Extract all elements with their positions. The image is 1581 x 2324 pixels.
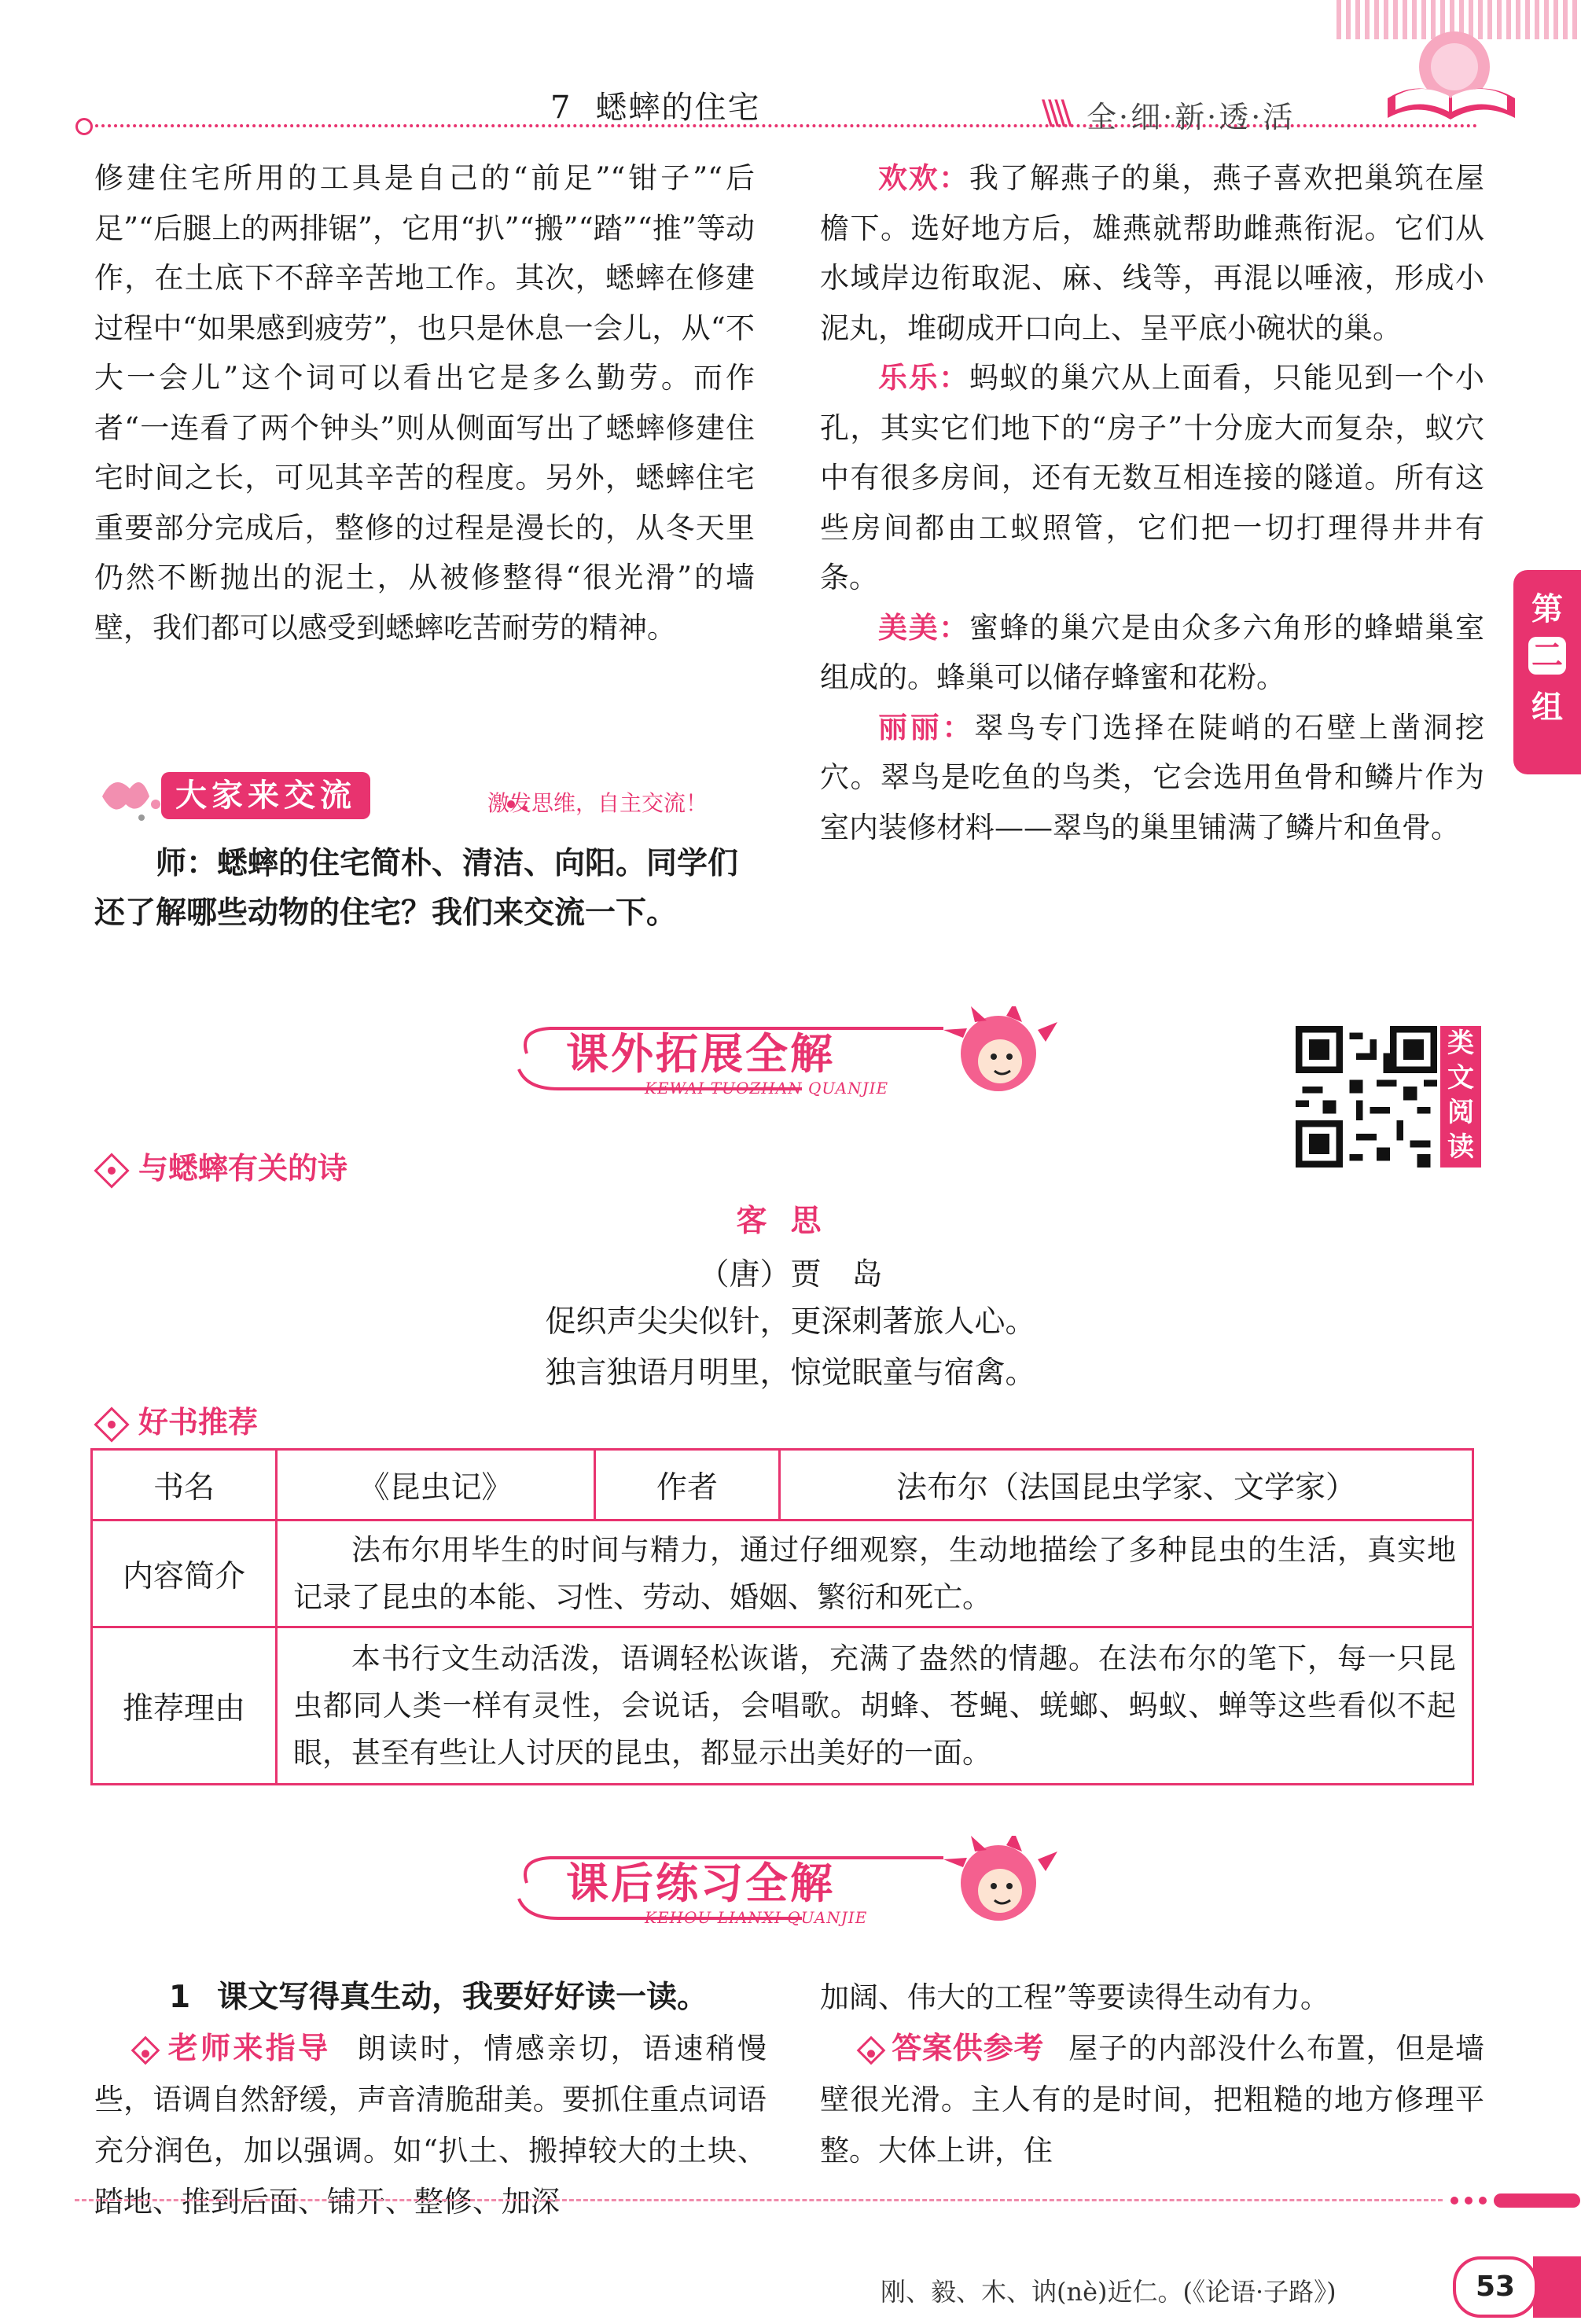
header-divider-dot bbox=[75, 118, 93, 135]
diamond-bullet-icon bbox=[131, 2035, 160, 2065]
answer-huanhuan: 欢欢：我了解燕子的巢，燕子喜欢把巢筑在屋檐下。选好地方后，雄燕就帮助雌燕衔泥。它们从水域岸边衔取泥、麻、线等，再混以唾液，形成小泥丸，堆砌成开口向上、呈平底小碗状的巢。 bbox=[820, 161, 1485, 345]
guide-tag: 老师来指导 bbox=[129, 2031, 330, 2065]
chapter-number: 7 bbox=[550, 90, 572, 126]
teacher-prompt: 师：蟋蟀的住宅简朴、清洁、向阳。同学们还了解哪些动物的住宅？我们来交流一下。 bbox=[94, 846, 739, 931]
book-heading: 好书推荐 bbox=[93, 1398, 258, 1441]
answer-tag: 答案供参考 bbox=[855, 2031, 1044, 2065]
summary-value: 法布尔用毕生的时间与精力，通过仔细观察，生动地描绘了多种昆虫的生活，真实地记录了昆虫的本能、习性、劳动、婚姻、繁衍和死亡。 bbox=[277, 1521, 1473, 1627]
qr-label: 类 文 阅 读 bbox=[1440, 1026, 1481, 1168]
poem-title: 客思 bbox=[736, 1204, 845, 1239]
discussion-title: 大家来交流 bbox=[161, 772, 370, 819]
reference-answer: 答案供参考 屋子的内部没什么布置，但是墙壁很光滑。主人有的是时间，把粗糙的地方修理平整。大体上讲，住 bbox=[820, 2031, 1484, 2168]
answer-meimei: 美美：蜜蜂的巢穴是由众多六角形的蜂蜡巢室组成的。蜂巢可以储存蜂蜜和花粉。 bbox=[820, 610, 1485, 694]
reason-label: 推荐理由 bbox=[92, 1627, 277, 1785]
series-slogan: 全·细·新·透·活 bbox=[1086, 100, 1296, 134]
footer-divider bbox=[75, 2199, 1443, 2201]
book-name-value: 《昆虫记》 bbox=[277, 1450, 595, 1521]
footer-dots-icon bbox=[1447, 2189, 1580, 2212]
unit-side-tab: 第 二 组 bbox=[1513, 570, 1581, 774]
extension-title: 课外拓展全解 bbox=[566, 1029, 835, 1079]
slash-decoration: \\\\ bbox=[1042, 93, 1068, 131]
extension-subtitle: KEWAI TUOZHAN QUANJIE bbox=[645, 1079, 889, 1098]
page-number: 53 bbox=[1453, 2256, 1538, 2318]
chapter-title bbox=[550, 83, 760, 127]
exercise-banner bbox=[503, 1836, 1101, 1946]
exercise-subtitle: KEHOU LIANXI QUANJIE bbox=[645, 1908, 868, 1927]
discussion-answers bbox=[820, 153, 1484, 852]
footer-quote: 刚、毅、木、讷(nè)近仁。(《论语·子路》) bbox=[881, 2277, 1336, 2307]
chapter-name: 蟋蟀的住宅 bbox=[595, 90, 761, 126]
poem-heading: 与蟋蟀有关的诗 bbox=[93, 1144, 347, 1187]
diamond-bullet-icon bbox=[94, 1153, 129, 1188]
diamond-bullet-icon bbox=[94, 1407, 129, 1442]
analysis-paragraph: 修建住宅所用的工具是自己的“前足”“钳子”“后足”“后腿上的两排锯”，它用“扒”“搬”“踏”“推”等动作，在土底下不辞辛苦地工作。其次，蟋蟀在修建过程中“如果感到疲劳”，也只是休息一会儿，从“不大一会儿”这个词可以看出它是多么勤劳。而作者“一连看了两个钟头”则从侧面写出了蟋蟀修建住宅时间之长，可见其辛苦的程度。另外，蟋蟀住宅重要部分完成后，整修的过程是漫长的，从冬天里仍然不断抛出的泥土，从被修整得“很光滑”的墙壁，我们都可以感受到蟋蟀吃苦耐劳的精神。 bbox=[94, 161, 755, 645]
book-table bbox=[90, 1448, 1474, 1785]
page-tab bbox=[1533, 2256, 1581, 2318]
summary-label: 内容简介 bbox=[92, 1521, 277, 1627]
guide-continued: 加阔、伟大的工程”等要读得生动有力。 bbox=[820, 1980, 1329, 2014]
poem-author: （唐）贾 岛 bbox=[698, 1257, 883, 1293]
extension-banner bbox=[503, 1006, 1101, 1116]
qr-code-icon bbox=[1296, 1026, 1437, 1168]
table-row bbox=[92, 1521, 1473, 1627]
open-book-logo-icon bbox=[1380, 24, 1521, 126]
author-label: 作者 bbox=[595, 1450, 780, 1521]
reason-value: 本书行文生动活泼，语调轻松诙谐，充满了盎然的情趣。在法布尔的笔下，每一只昆虫都同人类一样有灵性，会说话，会唱歌。胡蜂、苍蝇、蜣螂、蚂蚁、蝉等这些看似不起眼，甚至有些让人讨厌的昆虫，都显示出美好的一面。 bbox=[277, 1627, 1473, 1785]
exercise-left-column bbox=[94, 1972, 767, 2227]
discussion-slogan: 激发思维，自主交流！ bbox=[487, 790, 708, 816]
author-value: 法布尔（法国昆虫学家、文学家） bbox=[780, 1450, 1473, 1521]
poem-line: 促织声尖尖似针，更深刺著旅人心。 bbox=[545, 1304, 1036, 1340]
poem-line: 独言独语月明里，惊觉眠童与宿禽。 bbox=[545, 1355, 1036, 1391]
question-1: 1 课文写得真生动，我要好好读一读。 bbox=[169, 1980, 708, 2015]
answer-lele: 乐乐：蚂蚁的巢穴从上面看，只能见到一个小孔，其实它们地下的“房子”十分庞大而复杂，蚁穴中有很多房间，还有无数互相连接的隧道。所有这些房间都由工蚁照管，它们把一切打理得井井有条。 bbox=[820, 361, 1485, 594]
table-row bbox=[92, 1627, 1473, 1785]
book-name-label: 书名 bbox=[92, 1450, 277, 1521]
teacher-guide: 老师来指导 朗读时，情感亲切，语速稍慢些，语调自然舒缓，声音清脆甜美。要抓住重点词语充分润色，加以强调。如“扒土、搬掉较大的土块、踏地、推到后面、铺开、整修、加深 bbox=[94, 2031, 767, 2219]
exercise-right-column bbox=[820, 1972, 1484, 2176]
exercise-title: 课后练习全解 bbox=[566, 1859, 835, 1908]
answer-lili: 丽丽：翠鸟专门选择在陡峭的石壁上凿洞挖穴。翠鸟是吃鱼的鸟类，它会选用鱼骨和鳞片作为室内装修材料——翠鸟的巢里铺满了鳞片和鱼骨。 bbox=[820, 710, 1485, 844]
table-row bbox=[92, 1450, 1473, 1521]
diamond-bullet-icon bbox=[857, 2035, 886, 2065]
